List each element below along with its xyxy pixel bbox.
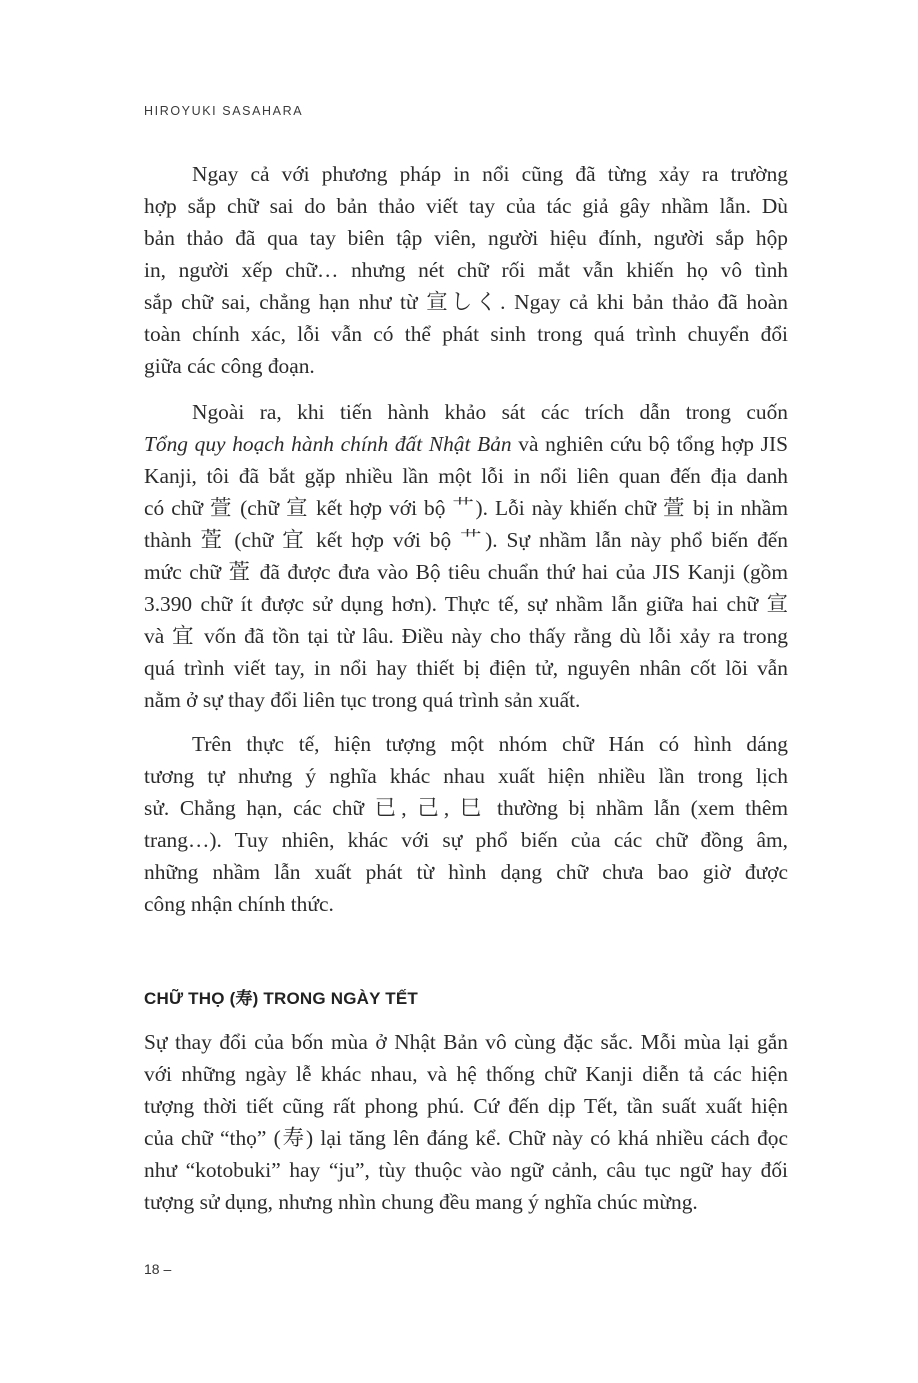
text-line: toàn chính xác, lỗi vẫn có thể phát sinh trong quá trình chuyển đổi [144, 322, 788, 346]
text-line: với những ngày lễ khác nhau, và hệ thống chữ Kanji diễn tả các hiện [144, 1062, 788, 1086]
text-line: giữa các công đoạn. [144, 354, 315, 378]
text-fragment: và nghiên cứu bộ tổng hợp JIS [511, 432, 788, 456]
page-number: 18 – [144, 1261, 172, 1277]
text-line: sắp chữ sai, chẳng hạn như từ 宣しく. Ngay cả khi bản thảo đã hoàn [144, 290, 788, 314]
paragraph-1 [144, 158, 788, 382]
text-line: Kanji, tôi đã bắt gặp nhiều lần một lỗi in nổi liên quan đến địa danh [144, 464, 788, 488]
text-line: những nhầm lẫn xuất phát từ hình dạng chữ chưa bao giờ được [144, 860, 788, 884]
text-line: Trên thực tế, hiện tượng một nhóm chữ Hán có hình dáng [192, 732, 788, 756]
text-line: quá trình viết tay, in nổi hay thiết bị điện tử, nguyên nhân cốt lõi vẫn [144, 656, 788, 680]
text-line: thành 萓 (chữ 宜 kết hợp với bộ 艹). Sự nhầm lẫn này phổ biến đến [144, 528, 788, 552]
book-title: Tổng quy hoạch hành chính đất Nhật Bản [144, 432, 512, 456]
text-line: tượng sử dụng, nhưng nhìn chung đều mang ý nghĩa chúc mừng. [144, 1190, 698, 1214]
text-line: tương tự nhưng ý nghĩa khác nhau xuất hiện nhiều lần trong lịch [144, 764, 788, 788]
text-line: mức chữ 萓 đã được đưa vào Bộ tiêu chuẩn thứ hai của JIS Kanji (gồm [144, 560, 788, 584]
text-line: 3.390 chữ ít được sử dụng hơn). Thực tế, sự nhầm lẫn giữa hai chữ 宣 [144, 592, 788, 616]
text-line: in, người xếp chữ… nhưng nét chữ rối mắt vẫn khiến họ vô tình [144, 258, 788, 282]
paragraph-3 [144, 728, 788, 920]
text-line: hợp sắp chữ sai do bản thảo viết tay của tác giả gây nhầm lẫn. Dù [144, 194, 788, 218]
text-line: công nhận chính thức. [144, 892, 334, 916]
text-line: như “kotobuki” hay “ju”, tùy thuộc vào ngữ cảnh, câu tục ngữ hay đối [144, 1158, 788, 1182]
text-line: sử. Chẳng hạn, các chữ 已, 己, 巳 thường bị nhầm lẫn (xem thêm [144, 796, 788, 820]
text-line: Sự thay đổi của bốn mùa ở Nhật Bản vô cùng đặc sắc. Mỗi mùa lại gắn [144, 1030, 788, 1054]
text-line: Ngay cả với phương pháp in nổi cũng đã từng xảy ra trường [192, 162, 788, 186]
text-line [144, 428, 788, 460]
text-line: và 宜 vốn đã tồn tại từ lâu. Điều này cho thấy rằng dù lỗi xảy ra trong [144, 624, 788, 648]
text-line: trang…). Tuy nhiên, khác với sự phổ biến của các chữ đồng âm, [144, 828, 788, 852]
section-heading: CHỮ THỌ (寿) TRONG NGÀY TẾT [144, 989, 418, 1008]
section-body [144, 1026, 788, 1218]
text-line: tượng thời tiết cũng rất phong phú. Cứ đến dịp Tết, tần suất xuất hiện [144, 1094, 788, 1118]
paragraph-2 [144, 396, 788, 716]
text-line: có chữ 萱 (chữ 宣 kết hợp với bộ 艹). Lỗi này khiến chữ 萱 bị in nhầm [144, 496, 788, 520]
text-line: nằm ở sự thay đổi liên tục trong quá trình sản xuất. [144, 688, 581, 712]
text-line: của chữ “thọ” (寿) lại tăng lên đáng kể. Chữ này có khá nhiều cách đọc [144, 1126, 788, 1150]
text-line: bản thảo đã qua tay biên tập viên, người hiệu đính, người sắp hộp [144, 226, 788, 250]
text-line: Ngoài ra, khi tiến hành khảo sát các trích dẫn trong cuốn [192, 400, 788, 424]
running-header: HIROYUKI SASAHARA [144, 104, 304, 118]
